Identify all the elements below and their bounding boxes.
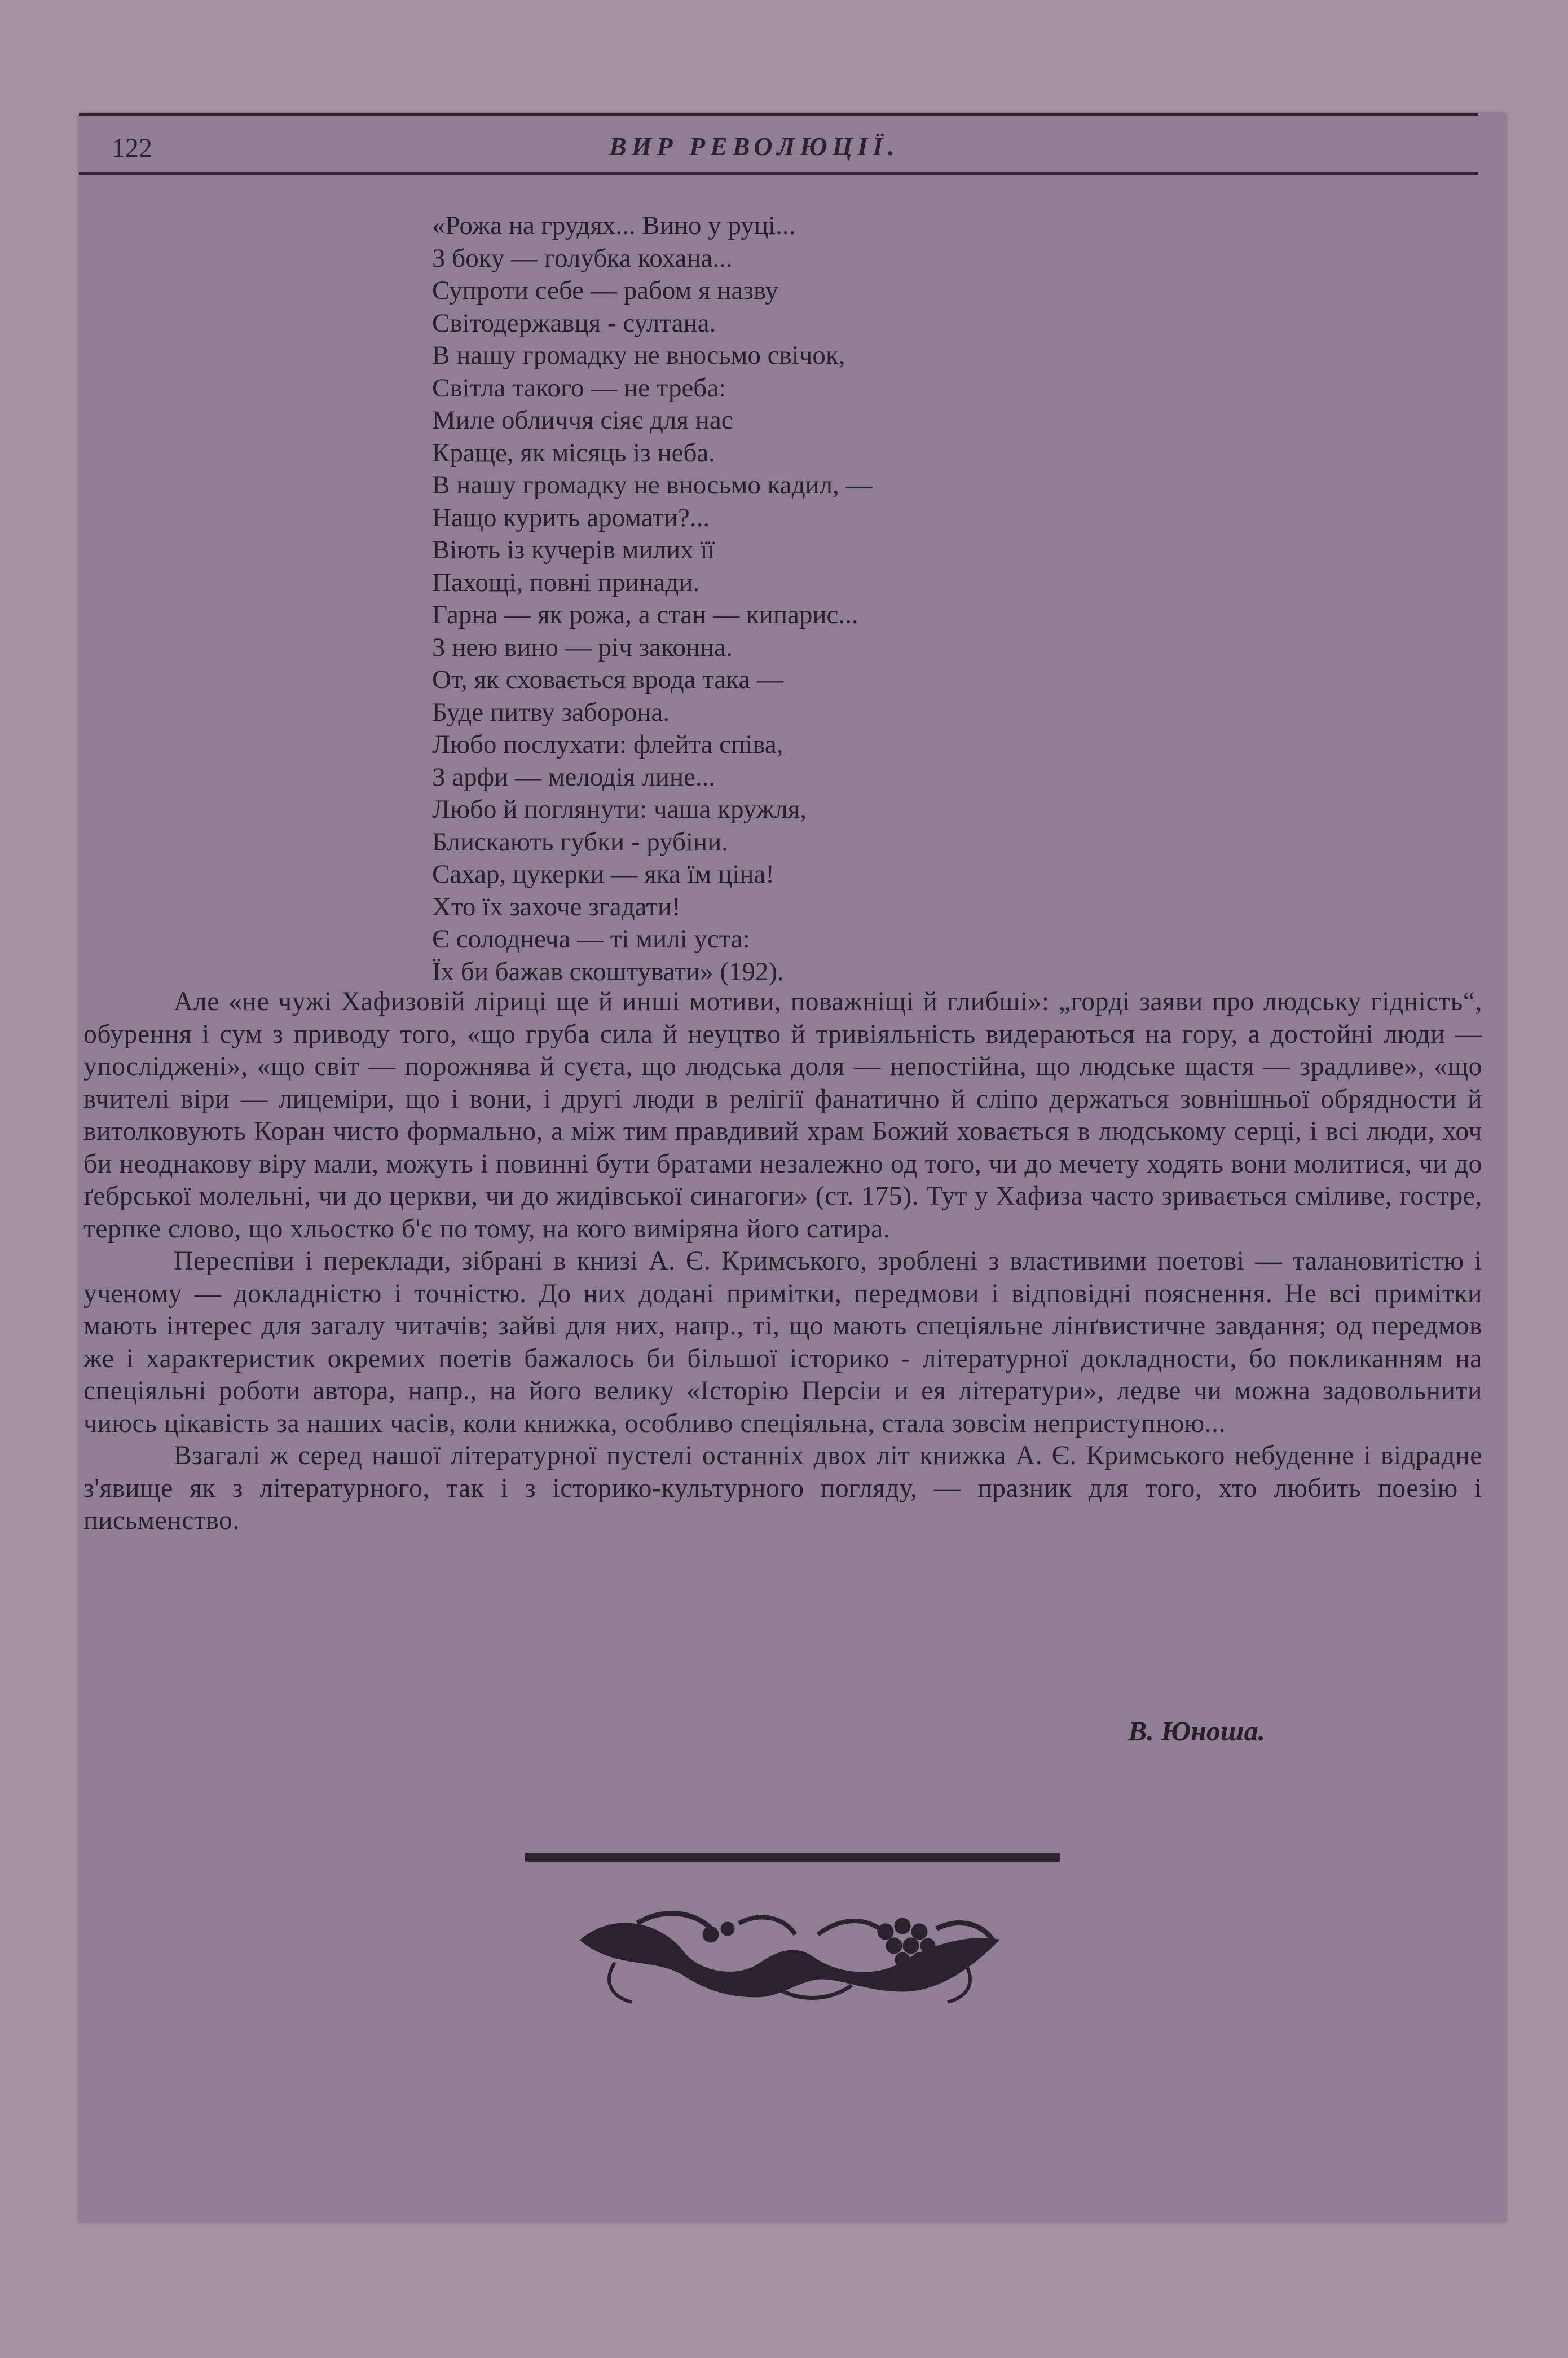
poem-line: «Рожа на грудях... Вино у руці... xyxy=(432,211,796,240)
poem-line: Хто їх захоче згадати! xyxy=(432,892,681,922)
poem-line: З боку — голубка кохана... xyxy=(432,243,733,273)
poem-line: Гарна — як рожа, а стан — кипарис... xyxy=(432,600,858,629)
poem-line: Блискають губки - рубіни. xyxy=(432,827,729,857)
poem-line: Нащо курить аромати?... xyxy=(432,503,710,532)
poem-line: Пахощі, повні принади. xyxy=(432,567,700,597)
section-divider xyxy=(525,1853,1060,1862)
floral-ornament-icon xyxy=(570,1901,1010,2019)
poem-line: З арфи — мелодія лине... xyxy=(432,762,716,792)
running-title: ВИР РЕВОЛЮЦІЇ. xyxy=(609,132,900,161)
poem-line: Супроти себе — рабом я назву xyxy=(432,276,779,305)
poem-line: Буде питву заборона. xyxy=(432,697,670,727)
poem-line: Світодержавця - султана. xyxy=(432,308,716,338)
poem-line: Віють із кучерів милих її xyxy=(432,535,715,565)
poem-line: Їх би бажав скоштувати» (192). xyxy=(432,957,784,986)
poem-line: Миле обличчя сіяє для нас xyxy=(432,406,733,435)
poem-line: В нашу громадку не вносьмо свічок, xyxy=(432,341,845,370)
page-number: 122 xyxy=(112,133,152,163)
page-header xyxy=(79,113,1478,175)
paragraph: Взагалі ж серед нашої літературної пустелі останніх двох літ книжка А. Є. Кримського небуденне і відрадне з'явище як з літературного, так і з історико-культурного погляду, — празник для того, хто любить поезію і письменство. xyxy=(83,1441,1482,1535)
paragraph: Переспіви і переклади, зібрані в книзі А. Є. Кримського, зроблені з властивими поетові — талановитістю і ученому — докладністю і точністю. До них додані примітки, передмови і відповідні пояснення. Не всі примітки мають інтерес для загалу читачів; зайві для них, напр., ті, що мають спеціяльне лінґвистичне завдання; од передмов же і характеристик окремих поетів бажалось би більшої історико - літературної докладности, бо покликанням на спеціяльні роботи автора, напр., на його велику «Історію Персіи и ея літератури», ледве чи можна задовольнити чиюсь цікавість за наших часів, коли книжка, особливо спеціяльна, стала зовсім неприступною... xyxy=(83,1246,1482,1438)
poem-quote xyxy=(432,210,873,988)
poem-line: От, як сховається врода така — xyxy=(432,665,783,694)
poem-line: Любо й поглянути: чаша кружля, xyxy=(432,795,807,824)
article-body xyxy=(83,986,1482,1537)
author-signature: В. Юноша. xyxy=(1128,1715,1266,1747)
paragraph: Але «не чужі Хафизовій ліриці ще й инші мотиви, поважніщі й глибші»: „горді заяви про людську гідність“, обурення і сум з приводу того, «що груба сила й неуцтво й тривіяльність видераються на гору, а достойні люди — упосліджені», «що світ — порожнява й суєта, що людська доля — непостійна, що людське щастя — зрадливе», «що вчителі віри — лицеміри, що і вони, і другі люди в релігії фанатично й сліпо держаться зовнішньої обрядности й витолковують Коран чисто формально, а між тим правдивий храм Божий ховається в людському серці, і всі люди, хоч би неоднакову віру мали, можуть і повинні бути братами незалежно од того, чи до мечету ходять вони молитися, чи до ґебрської молельні, чи до церкви, чи до жидівської синагоги» (ст. 175). Тут у Хафиза часто зривається сміливе, гостре, терпке слово, що хльостко б'є по тому, на кого виміряна його сатира. xyxy=(83,987,1482,1244)
poem-line: Сахар, цукерки — яка їм ціна! xyxy=(432,860,774,889)
journal-page xyxy=(79,113,1506,2222)
poem-line: Світла такого — не треба: xyxy=(432,373,726,403)
poem-line: З нею вино — річ законна. xyxy=(432,632,733,662)
poem-line: В нашу громадку не вносьмо кадил, — xyxy=(432,470,873,500)
poem-line: Краще, як місяць із неба. xyxy=(432,438,715,468)
poem-line: Є солоднеча — ті милі уста: xyxy=(432,924,750,954)
poem-line: Любо послухати: флейта співа, xyxy=(432,730,783,759)
